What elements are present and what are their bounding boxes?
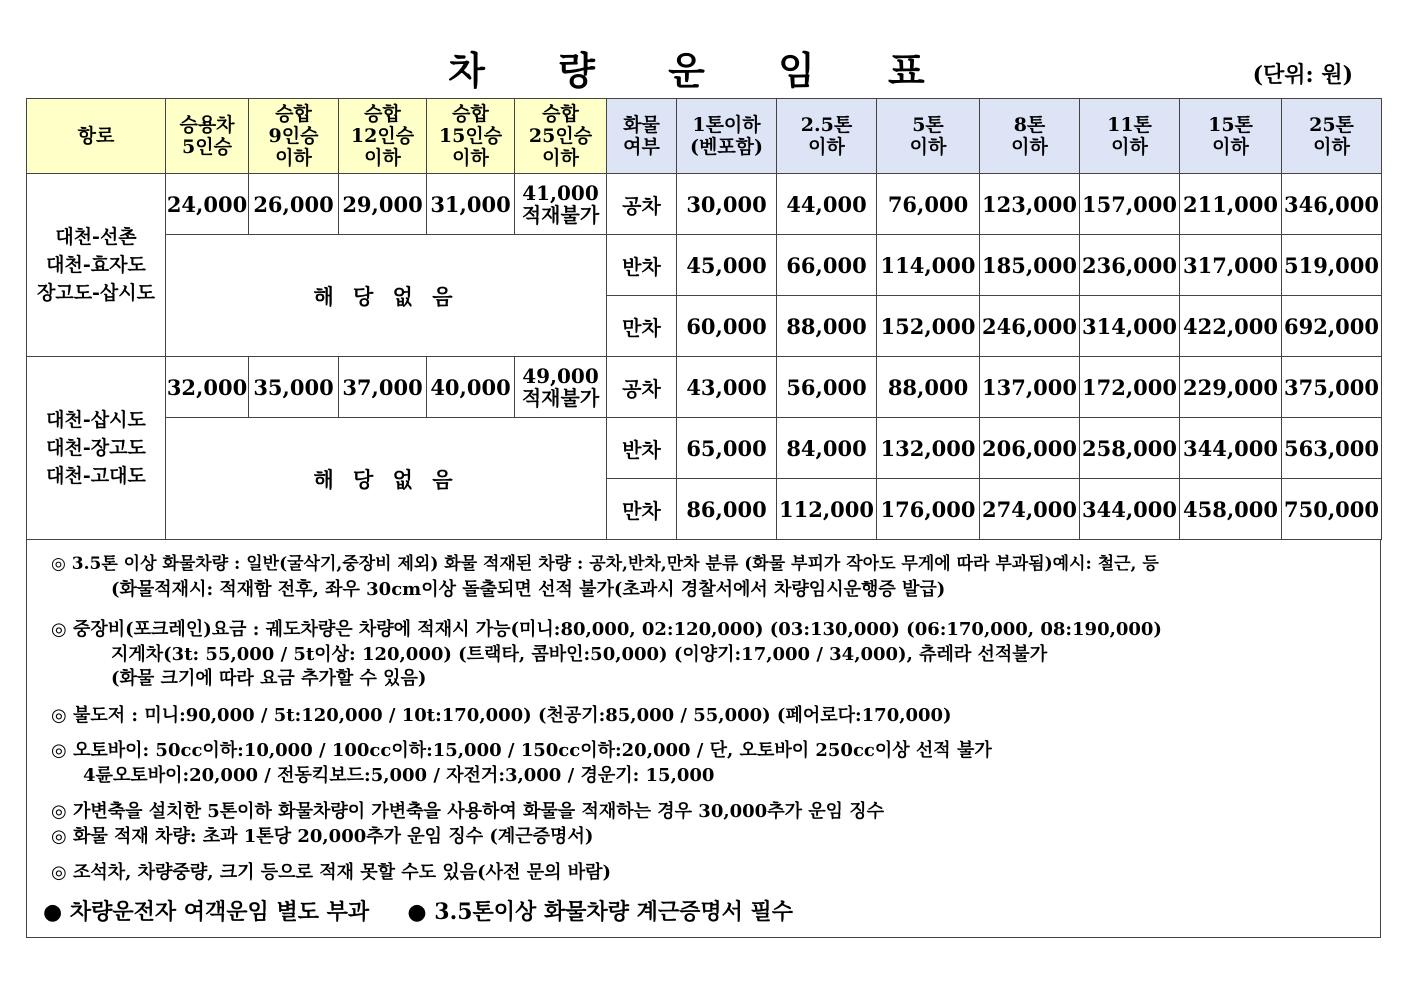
truck-fare: 229,000: [1180, 357, 1282, 418]
header-passenger: 승합 12인승 이하: [339, 99, 427, 174]
passenger-fare: 49,000 적재불가: [515, 357, 607, 418]
truck-fare: 66,000: [777, 235, 877, 296]
truck-fare: 211,000: [1180, 174, 1282, 235]
truck-fare: 274,000: [980, 479, 1080, 540]
unit-label: (단위: 원): [1252, 62, 1353, 88]
truck-fare: 86,000: [677, 479, 777, 540]
route-cell: 대천-선촌 대천-효자도 장고도-삽시도: [27, 174, 166, 357]
header-truck: 8톤 이하: [980, 99, 1080, 174]
table-row: [27, 418, 1382, 479]
note-line: ◎ 오토바이: 50cc이하:10,000 / 100cc이하:15,000 / 150cc이하:20,000 / 단, 오토바이 250cc이상 선적 불가: [51, 740, 992, 761]
passenger-fare: 24,000: [166, 174, 249, 235]
truck-fare: 45,000: [677, 235, 777, 296]
passenger-fare: 29,000: [339, 174, 427, 235]
cargo-kind: 공차: [607, 174, 677, 235]
truck-fare: 132,000: [877, 418, 980, 479]
passenger-fare: 26,000: [249, 174, 339, 235]
truck-fare: 176,000: [877, 479, 980, 540]
header-passenger: 승합 9인승 이하: [249, 99, 339, 174]
cargo-kind: 반차: [607, 418, 677, 479]
truck-fare: 375,000: [1282, 357, 1382, 418]
header-truck: 15톤 이하: [1180, 99, 1282, 174]
header-passenger: 승용차 5인승: [166, 99, 249, 174]
header-truck: 5톤 이하: [877, 99, 980, 174]
passenger-fare: 31,000: [427, 174, 515, 235]
header-passenger: 승합 25인승 이하: [515, 99, 607, 174]
note-line: ◎ 조석차, 차량중량, 크기 등으로 적재 못할 수도 있음(사전 문의 바람): [51, 862, 612, 883]
cargo-kind: 반차: [607, 235, 677, 296]
cargo-kind: 공차: [607, 357, 677, 418]
route-cell: 대천-삽시도 대천-장고도 대천-고대도: [27, 357, 166, 540]
header-route: 항로: [27, 99, 166, 174]
truck-fare: 344,000: [1080, 479, 1180, 540]
header-truck: 2.5톤 이하: [777, 99, 877, 174]
table-row: [27, 235, 1382, 296]
note-final: ● 차량운전자 여객운임 별도 부과 ● 3.5톤이상 화물차량 계근증명서 필수: [43, 899, 794, 925]
note-line: (화물적재시: 적재함 전후, 좌우 30cm이상 돌출되면 선적 불가(초과시 경찰서에서 차량임시운행증 발급): [111, 579, 946, 600]
not-applicable-cell: 해 당 없 음: [166, 418, 607, 540]
truck-fare: 458,000: [1180, 479, 1282, 540]
truck-fare: 317,000: [1180, 235, 1282, 296]
truck-fare: 346,000: [1282, 174, 1382, 235]
header-row: [27, 99, 1382, 174]
truck-fare: 114,000: [877, 235, 980, 296]
truck-fare: 44,000: [777, 174, 877, 235]
table-row: [27, 357, 1382, 418]
table-row: [27, 174, 1382, 235]
truck-fare: 152,000: [877, 296, 980, 357]
truck-fare: 519,000: [1282, 235, 1382, 296]
truck-fare: 157,000: [1080, 174, 1180, 235]
truck-fare: 422,000: [1180, 296, 1282, 357]
header-truck: 25톤 이하: [1282, 99, 1382, 174]
passenger-fare: 37,000: [339, 357, 427, 418]
note-line: 4륜오토바이:20,000 / 전동킥보드:5,000 / 자전거:3,000 / 경운기: 15,000: [83, 765, 715, 786]
passenger-fare: 41,000 적재불가: [515, 174, 607, 235]
note-line: 지게차(3t: 55,000 / 5t이상: 120,000) (트랙타, 콤바인:50,000) (이양기:17,000 / 34,000), 츄레라 선적불가: [111, 644, 1048, 665]
passenger-fare: 35,000: [249, 357, 339, 418]
truck-fare: 88,000: [877, 357, 980, 418]
truck-fare: 43,000: [677, 357, 777, 418]
truck-fare: 236,000: [1080, 235, 1180, 296]
page-title: 차 량 운 임 표: [448, 48, 955, 93]
truck-fare: 344,000: [1180, 418, 1282, 479]
truck-fare: 246,000: [980, 296, 1080, 357]
passenger-fare: 32,000: [166, 357, 249, 418]
cargo-kind: 만차: [607, 479, 677, 540]
truck-fare: 563,000: [1282, 418, 1382, 479]
header-passenger: 승합 15인승 이하: [427, 99, 515, 174]
truck-fare: 112,000: [777, 479, 877, 540]
cargo-kind: 만차: [607, 296, 677, 357]
not-applicable-cell: 해 당 없 음: [166, 235, 607, 357]
truck-fare: 750,000: [1282, 479, 1382, 540]
note-line: ◎ 화물 적재 차량: 초과 1톤당 20,000추가 운임 징수 (계근증명서): [51, 826, 594, 847]
truck-fare: 30,000: [677, 174, 777, 235]
truck-fare: 76,000: [877, 174, 980, 235]
truck-fare: 172,000: [1080, 357, 1180, 418]
truck-fare: 692,000: [1282, 296, 1382, 357]
passenger-fare: 40,000: [427, 357, 515, 418]
note-line: ◎ 중장비(포크레인)요금 : 궤도차량은 차량에 적재시 가능(미니:80,000, 02:120,000) (03:130,000) (06:170,000, 08:190,000): [51, 619, 1162, 640]
note-line: (화물 크기에 따라 요금 추가할 수 있음): [111, 668, 427, 689]
note-line: ◎ 3.5톤 이상 화물차량 : 일반(굴삭기,중장비 제외) 화물 적재된 차량 : 공차,반차,만차 분류 (화물 부피가 작아도 무게에 따라 부과됨)예시: 철근, 등: [51, 554, 1159, 574]
header-truck: 11톤 이하: [1080, 99, 1180, 174]
truck-fare: 84,000: [777, 418, 877, 479]
note-line: ◎ 가변축을 설치한 5톤이하 화물차량이 가변축을 사용하여 화물을 적재하는 경우 30,000추가 운임 징수: [51, 801, 885, 822]
truck-fare: 65,000: [677, 418, 777, 479]
truck-fare: 123,000: [980, 174, 1080, 235]
truck-fare: 314,000: [1080, 296, 1180, 357]
header-truck: 1톤이하 (벤포함): [677, 99, 777, 174]
truck-fare: 56,000: [777, 357, 877, 418]
truck-fare: 206,000: [980, 418, 1080, 479]
notes-box: [26, 540, 1381, 938]
truck-fare: 88,000: [777, 296, 877, 357]
truck-fare: 258,000: [1080, 418, 1180, 479]
fare-table: [26, 98, 1382, 540]
note-line: ◎ 불도저 : 미니:90,000 / 5t:120,000 / 10t:170,000) (천공기:85,000 / 55,000) (페어로다:170,000): [51, 705, 952, 726]
truck-fare: 137,000: [980, 357, 1080, 418]
truck-fare: 185,000: [980, 235, 1080, 296]
header-cargo: 화물 여부: [607, 99, 677, 174]
truck-fare: 60,000: [677, 296, 777, 357]
